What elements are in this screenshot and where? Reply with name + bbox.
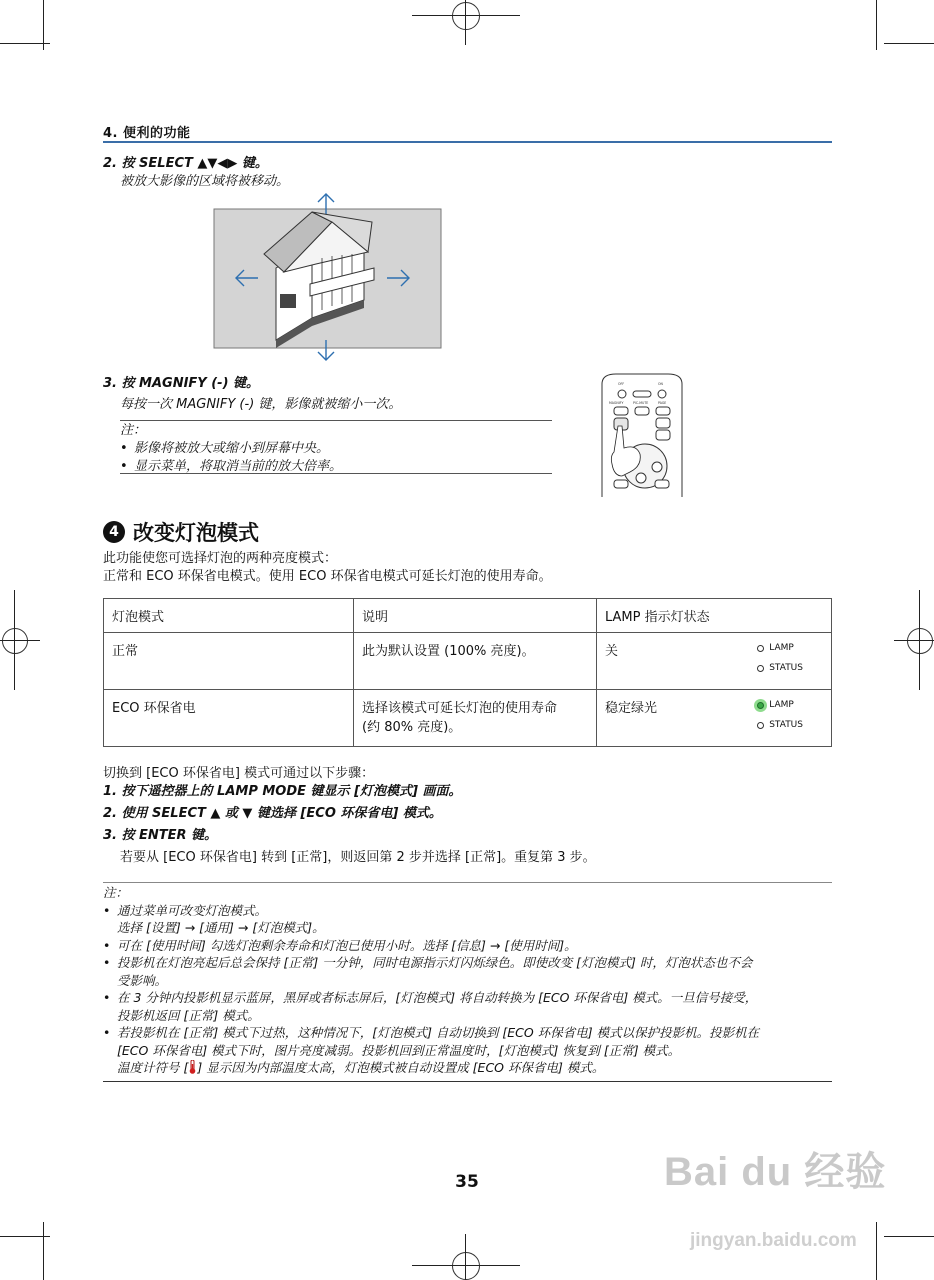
indicator-dot-icon bbox=[757, 722, 764, 729]
indicator-dot-lit-icon bbox=[757, 702, 764, 709]
indicator-dot-icon bbox=[757, 645, 764, 652]
table-cell-desc: 选择该模式可延长灯泡的使用寿命 (约 80% 亮度)。 bbox=[354, 690, 597, 747]
crop-mark bbox=[0, 1236, 50, 1237]
crop-mark bbox=[0, 640, 40, 641]
table-row bbox=[104, 690, 832, 747]
lamp-state-text: 稳定绿光 bbox=[605, 701, 658, 716]
registration-mark bbox=[2, 628, 28, 654]
note-item: • 通过菜单可改变灯泡模式。 bbox=[103, 902, 268, 918]
svg-text:PIC-MUTE: PIC-MUTE bbox=[633, 401, 649, 405]
crop-mark bbox=[465, 0, 466, 45]
section-header: 4. 便利的功能 bbox=[103, 126, 191, 141]
indicator-group bbox=[757, 697, 803, 733]
switch-step-2: 2. 使用 SELECT ▲ 或 ▼ 键选择 [ECO 环保省电] 模式。 bbox=[103, 806, 442, 821]
intro-line-2: 正常和 ECO 环保省电模式。使用 ECO 环保省电模式可延长灯泡的使用寿命。 bbox=[103, 569, 552, 584]
step-2-title: 2. 按 SELECT ▲▼◀▶ 键。 bbox=[103, 156, 268, 171]
indicator-dot-icon bbox=[757, 665, 764, 672]
table-header: 灯泡模式 bbox=[104, 599, 354, 633]
switch-step-3: 3. 按 ENTER 键。 bbox=[103, 828, 218, 843]
table-cell-mode: ECO 环保省电 bbox=[104, 690, 354, 747]
section-4-title: 改变灯泡模式 bbox=[133, 521, 259, 545]
step-2-text: 被放大影像的区域将被移动。 bbox=[120, 174, 290, 189]
note-item: • 在 3 分钟内投影机显示蓝屏，黑屏或者标志屏后，[灯泡模式] 将自动转换为 [ECO 环保省电] 模式。一旦信号接受， bbox=[103, 990, 758, 1005]
lamp-indicator: LAMP bbox=[757, 697, 803, 713]
svg-text:PAGE: PAGE bbox=[658, 401, 667, 405]
lamp-mode-table bbox=[103, 598, 832, 747]
indicator-group bbox=[757, 640, 803, 676]
note-label: 注： bbox=[120, 423, 147, 438]
table-row bbox=[104, 633, 832, 690]
house-illustration bbox=[212, 192, 444, 364]
table-header: 说明 bbox=[354, 599, 597, 633]
section-number-badge: 4 bbox=[103, 521, 125, 543]
note-item-cont: 温度计符号 [ ] 显示因为内部温度太高，灯泡模式被自动设置成 [ECO 环保省电] 模式。 bbox=[117, 1060, 605, 1075]
table-header-row bbox=[104, 599, 832, 633]
table-cell-state bbox=[597, 633, 832, 690]
svg-text:OFF: OFF bbox=[618, 382, 625, 386]
table-cell-mode: 正常 bbox=[104, 633, 354, 690]
thermometer-icon bbox=[188, 1060, 197, 1074]
section-divider bbox=[103, 141, 832, 143]
table-cell-desc: 此为默认设置 (100% 亮度)。 bbox=[354, 633, 597, 690]
note-item: • 投影机在灯泡亮起后总会保持 [正常] 一分钟，同时电源指示灯闪烁绿色。即使改变 [灯泡模式] 时，灯泡状态也不会 bbox=[103, 955, 753, 970]
crop-mark bbox=[894, 640, 934, 641]
step-3-text: 每按一次 MAGNIFY (-) 键，影像就被缩小一次。 bbox=[120, 397, 402, 412]
note-item-cont: 投影机返回 [正常] 模式。 bbox=[117, 1007, 260, 1023]
crop-mark bbox=[412, 15, 520, 16]
note-item-cont: 选择 [设置] → [通用] → [灯泡模式]。 bbox=[117, 920, 325, 935]
step-3-title: 3. 按 MAGNIFY (-) 键。 bbox=[103, 376, 260, 391]
section-4-heading bbox=[103, 517, 259, 547]
lamp-indicator: LAMP bbox=[757, 640, 803, 656]
crop-mark bbox=[412, 1265, 520, 1266]
switch-step-3-text: 若要从 [ECO 环保省电] 转到 [正常]，则返回第 2 步并选择 [正常]。重复第 3 步。 bbox=[120, 850, 596, 865]
crop-mark bbox=[876, 1222, 877, 1280]
baidu-watermark-logo: Bai du 经验 bbox=[664, 1150, 887, 1194]
crop-mark bbox=[919, 590, 920, 690]
crop-mark bbox=[14, 590, 15, 690]
status-indicator: STATUS bbox=[757, 660, 803, 676]
crop-mark bbox=[876, 0, 877, 50]
table-cell-state bbox=[597, 690, 832, 747]
crop-mark bbox=[884, 1236, 934, 1237]
lamp-state-text: 关 bbox=[605, 644, 619, 659]
status-indicator: STATUS bbox=[757, 717, 803, 733]
note-label: 注： bbox=[103, 885, 129, 900]
baidu-watermark-url: jingyan.baidu.com bbox=[690, 1230, 857, 1251]
svg-text:MAGNIFY: MAGNIFY bbox=[609, 401, 624, 405]
switch-intro: 切换到 [ECO 环保省电] 模式可通过以下步骤： bbox=[103, 766, 375, 781]
crop-mark bbox=[0, 43, 50, 44]
note-box-2 bbox=[103, 882, 832, 1082]
page-number: 35 bbox=[455, 1172, 479, 1192]
registration-mark bbox=[452, 1252, 480, 1280]
note-item: • 若投影机在 [正常] 模式下过热，这种情况下，[灯泡模式] 自动切换到 [ECO 环保省电] 模式以保护投影机。投影机在 bbox=[103, 1025, 760, 1040]
crop-mark bbox=[884, 43, 934, 44]
note-item: • 显示菜单，将取消当前的放大倍率。 bbox=[120, 459, 343, 474]
remote-control-illustration bbox=[600, 372, 684, 499]
note-item: • 影像将被放大或缩小到屏幕中央。 bbox=[120, 441, 330, 456]
table-header: LAMP 指示灯状态 bbox=[597, 599, 832, 633]
note-box bbox=[120, 420, 552, 474]
registration-mark bbox=[907, 628, 933, 654]
note-item-cont: [ECO 环保省电] 模式下时，图片亮度减弱。投影机回到正常温度时，[灯泡模式] 恢复到 [正常] 模式。 bbox=[117, 1042, 681, 1058]
note-item-cont: 受影响。 bbox=[117, 972, 168, 988]
intro-line-1: 此功能使您可选择灯泡的两种亮度模式： bbox=[103, 551, 338, 566]
note-item: • 可在 [使用时间] 勾选灯泡剩余寿命和灯泡已使用小时。选择 [信息] → [使用时间]。 bbox=[103, 937, 577, 953]
crop-mark bbox=[43, 1222, 44, 1280]
switch-step-1: 1. 按下遥控器上的 LAMP MODE 键显示 [灯泡模式] 画面。 bbox=[103, 784, 462, 799]
svg-text:ON: ON bbox=[658, 382, 663, 386]
registration-mark bbox=[452, 2, 480, 30]
crop-mark bbox=[465, 1234, 466, 1280]
